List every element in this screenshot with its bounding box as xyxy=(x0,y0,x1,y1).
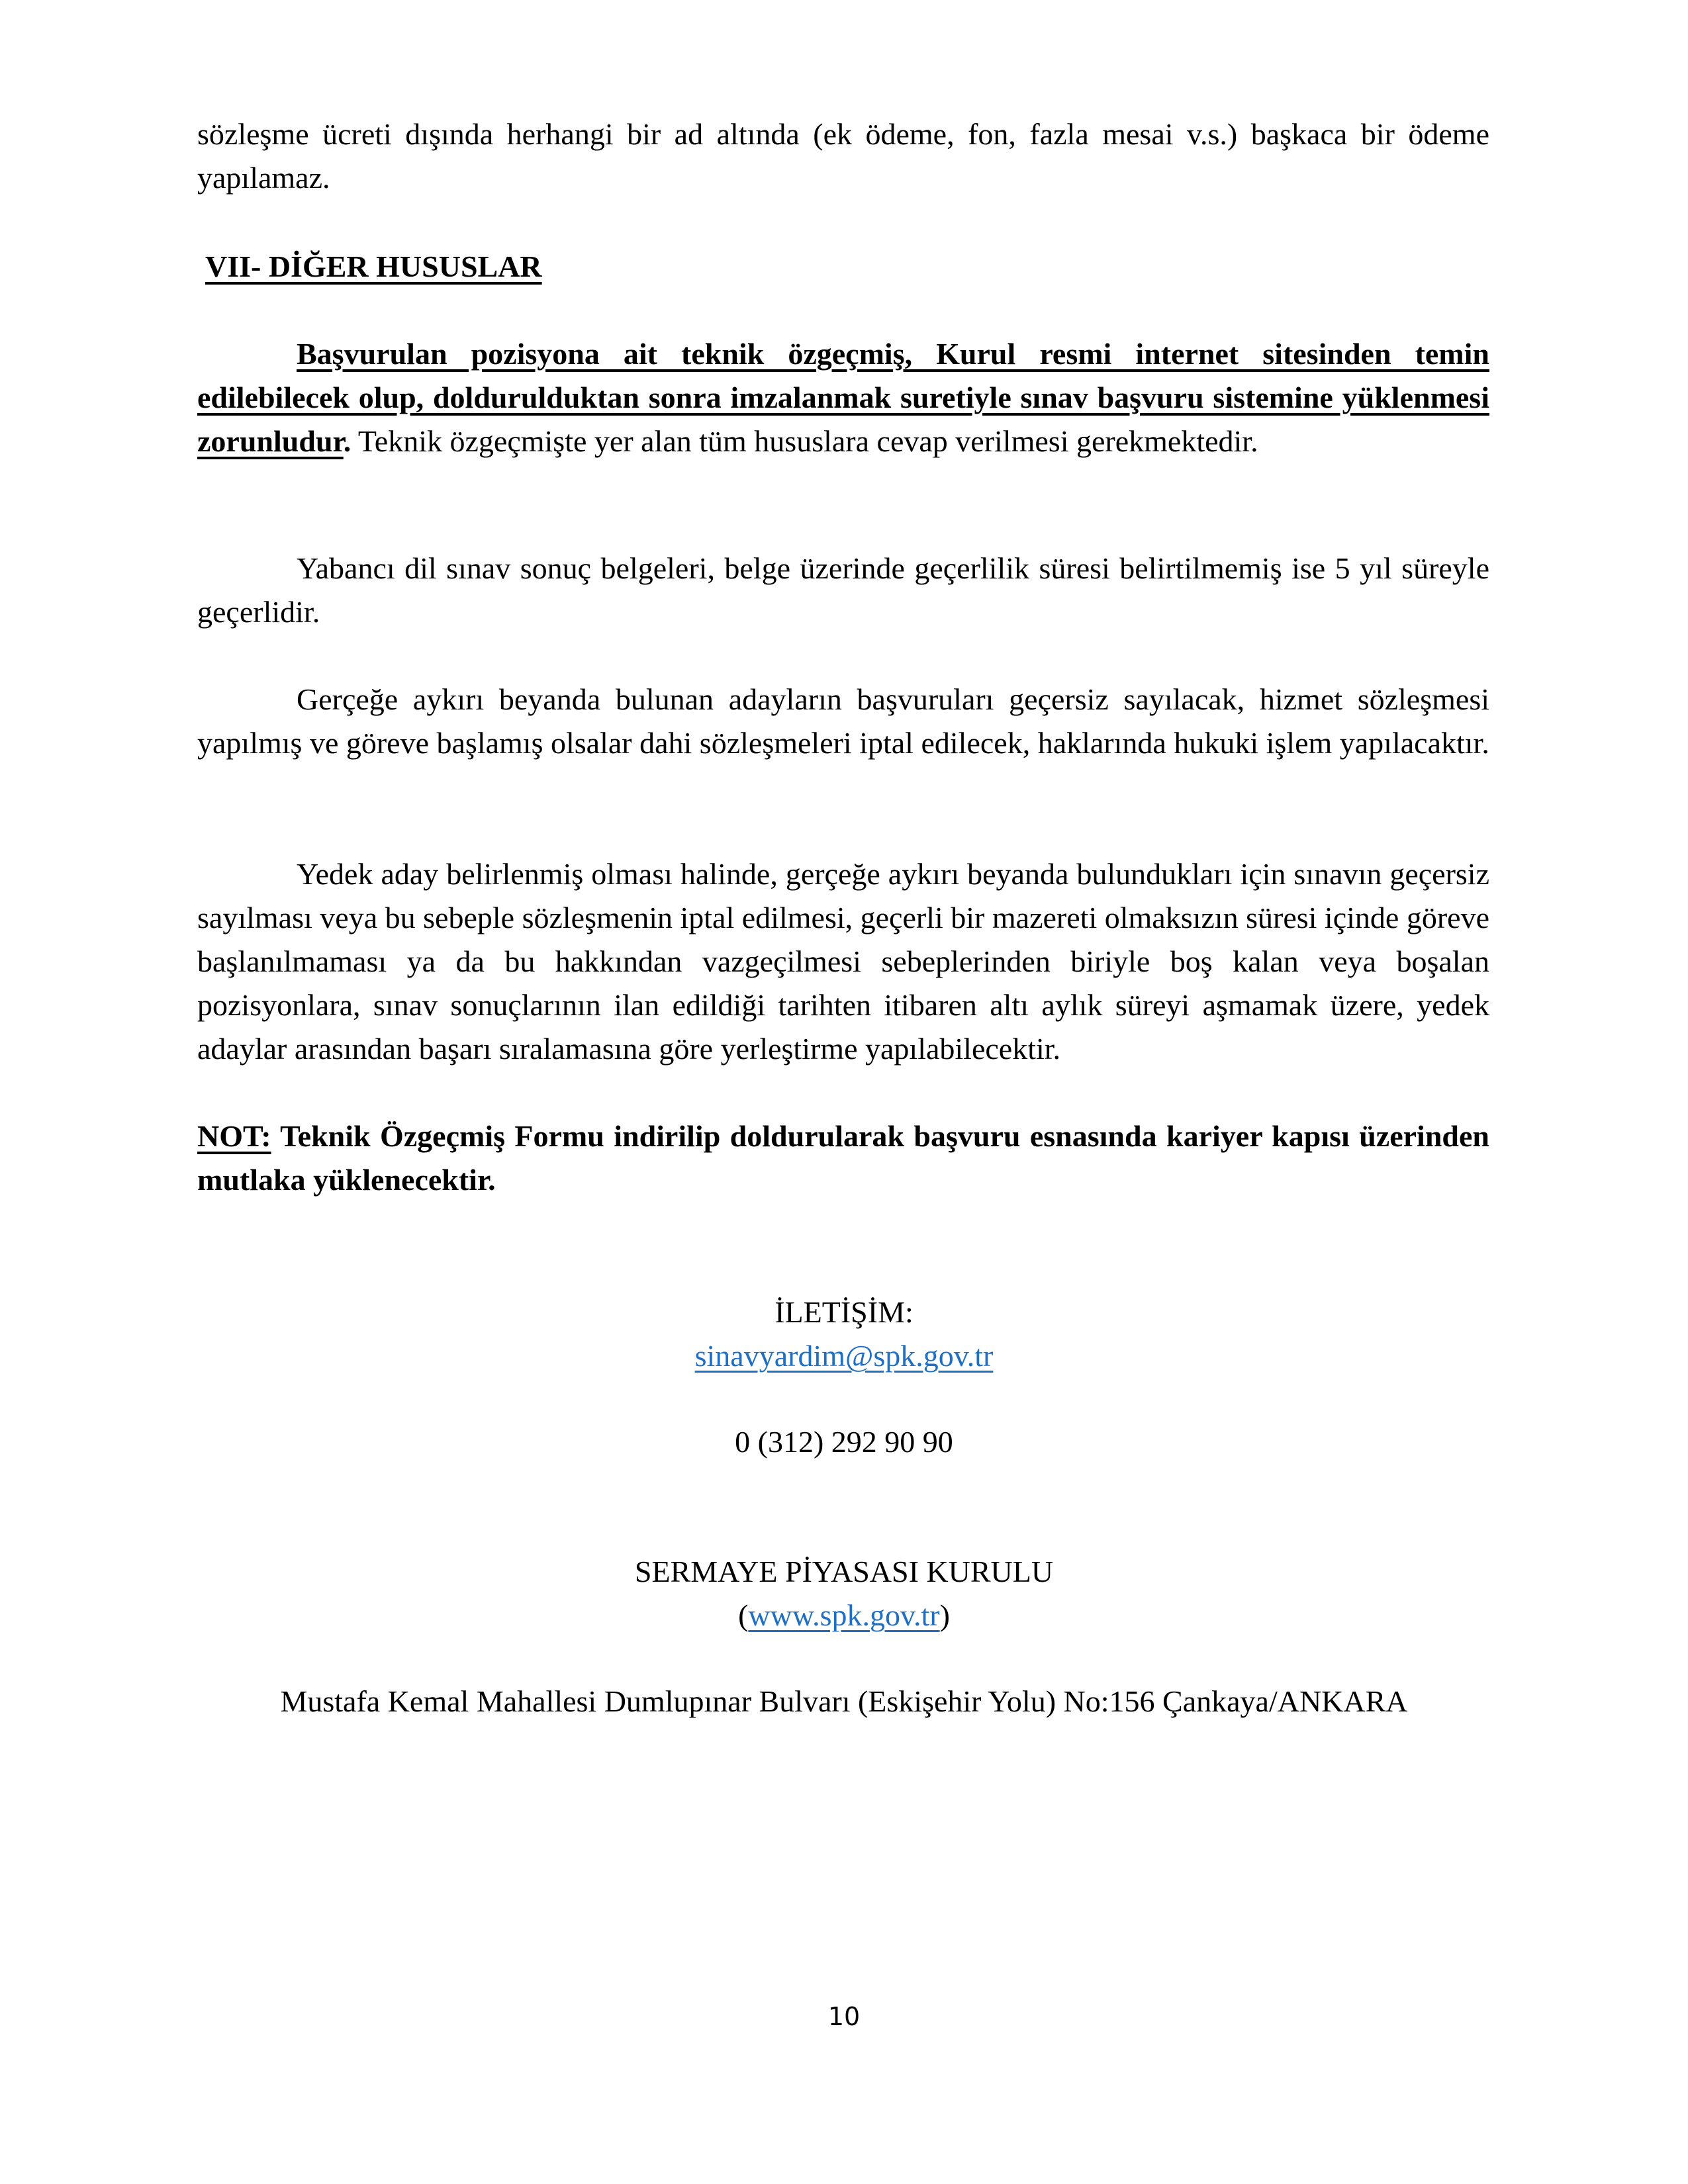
intro-paragraph: sözleşme ücreti dışında herhangi bir ad altında (ek ödeme, fon, fazla mesai v.s.) başkaca bir ödeme yapılamaz. xyxy=(197,117,1489,195)
note-text: Teknik Özgeçmiş Formu indirilip doldurularak başvuru esnasında kariyer kapısı üzerinden mutlaka yüklenecektir. xyxy=(197,1119,1489,1197)
contact-phone: 0 (312) 292 90 90 xyxy=(735,1425,953,1459)
organization-name: SERMAYE PİYASASI KURULU xyxy=(634,1555,1054,1588)
section-heading: VII- DİĞER HUSUSLAR xyxy=(205,250,542,283)
page-number: 10 xyxy=(827,2002,861,2031)
paren-close: ) xyxy=(939,1598,950,1632)
contact-title: İLETİŞİM: xyxy=(774,1295,914,1329)
organization-website-link[interactable]: www.spk.gov.tr xyxy=(748,1598,940,1632)
paragraph-reserve-candidates: Yedek aday belirlenmiş olması halinde, gerçeğe aykırı beyanda bulundukları için sınavın geçersiz sayılması veya bu sebeple sözleşmenin iptal edilmesi, geçerli bir mazereti olmaksızın süresi içinde göreve başlanılmaması ya da bu hakkından vazgeçilmesi sebeplerinden biriyle boş kalan veya boşalan pozisyonlara, sınav sonuçlarının ilan edildiği tarihten itibaren altı aylık süreyi aşmamak üzere, yedek adaylar arasından başarı sıralamasına göre yerleştirme yapılabilecektir. xyxy=(197,857,1489,1066)
emphasis-period: . xyxy=(343,424,352,458)
contact-email-link[interactable]: sinavyardim@spk.gov.tr xyxy=(694,1339,994,1373)
paren-open: ( xyxy=(738,1598,749,1632)
paragraph-text: Teknik özgeçmişte yer alan tüm hususlara cevap verilmesi gerekmektedir. xyxy=(351,424,1258,458)
organization-website-row xyxy=(0,1594,1688,1637)
paragraph-false-declaration: Gerçeğe aykırı beyanda bulunan adayların başvuruları geçersiz sayılacak, hizmet sözleşmesi yapılmış ve göreve başlamış olsalar dahi sözleşmeleri iptal edilecek, haklarında hukuki işlem yapılacaktır. xyxy=(197,682,1489,760)
paragraph-technical-cv xyxy=(197,332,1489,463)
contact-email-row xyxy=(0,1334,1688,1378)
note-paragraph xyxy=(197,1115,1489,1202)
emphasis-text: Başvurulan pozisyona ait teknik özgeçmiş, Kurul resmi internet sitesinden temin edilebilecek olup, doldurulduktan sonra imzalanmak suretiyle sınav başvuru sistemine yüklenmesi zorunludur xyxy=(197,337,1489,458)
paragraph-language-certificates: Yabancı dil sınav sonuç belgeleri, belge üzerinde geçerlilik süresi belirtilmemiş ise 5 yıl süreyle geçerlidir. xyxy=(197,551,1489,629)
organization-address: Mustafa Kemal Mahallesi Dumlupınar Bulvarı (Eskişehir Yolu) No:156 Çankaya/ANKARA xyxy=(280,1684,1408,1718)
note-label: NOT: xyxy=(197,1119,271,1153)
